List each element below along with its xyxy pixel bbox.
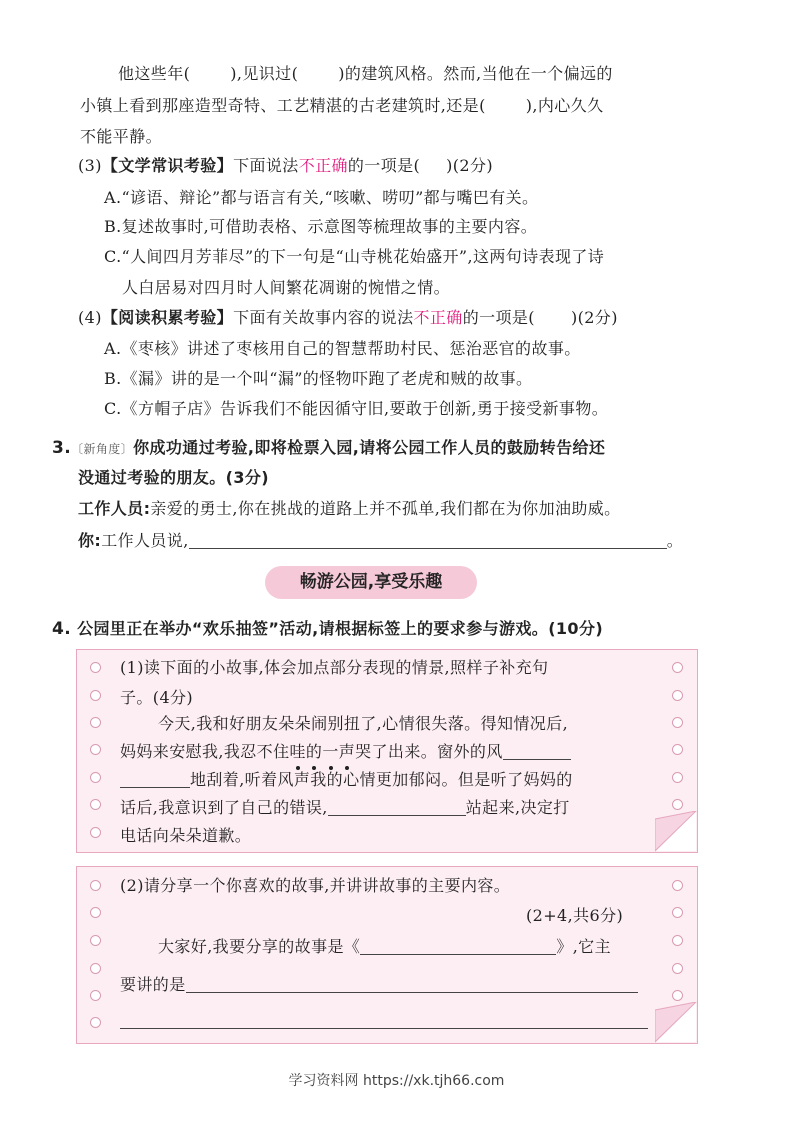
card-1-folded-corner: [655, 811, 697, 852]
new-angle-tag: 〔新角度〕: [71, 442, 134, 456]
emphasis-text: 不正确: [298, 156, 348, 175]
card-1-line-3: 今天,我和好朋友朵朵闹别扭了,心情很失落。得知情况后,: [158, 714, 569, 733]
emphasis-dot-char: 一: [322, 742, 339, 761]
answer-blank[interactable]: [189, 532, 667, 549]
subquestion-3-stem: (3)【文学常识考验】下面说法不正确的一项是( )(2分): [78, 156, 494, 175]
option-a: A.“谚语、辩论”都与语言有关,“咳嗽、唠叨”都与嘴巴有关。: [104, 188, 539, 207]
card-2-line-3: 大家好,我要分享的故事是《 》,它主: [158, 937, 611, 956]
answer-blank[interactable]: [328, 799, 466, 816]
your-answer-line: 你:工作人员说, 。: [78, 531, 684, 550]
card-1-line-4: 妈妈来安慰我,我忍不住哇的一声哭了出来。窗外的风: [120, 741, 571, 763]
card-1-line-6: 话后,我意识到了自己的错误, 站起来,决定打: [120, 798, 570, 817]
staff-quote: 工作人员:亲爱的勇士,你在挑战的道路上并不孤单,我们都在为你加油助威。: [78, 499, 621, 518]
card-2-line-1: (2)请分享一个你喜欢的故事,并讲讲故事的主要内容。: [120, 876, 511, 895]
option-b: B.《漏》讲的是一个叫“漏”的怪物吓跑了老虎和贼的故事。: [104, 369, 533, 388]
emphasis-text: 不正确: [413, 308, 463, 327]
section-banner: 畅游公园,享受乐趣: [265, 566, 477, 599]
passage-line-1: 他这些年( ),见识过( )的建筑风格。然而,当他在一个偏远的: [118, 64, 613, 83]
answer-blank[interactable]: [503, 743, 571, 760]
answer-blank[interactable]: [120, 1012, 648, 1029]
footer-watermark: 学习资料网 https://xk.tjh66.com: [288, 1073, 505, 1089]
emphasis-dot-char: 声: [338, 742, 356, 761]
subquestion-4-stem: (4)【阅读积累考验】下面有关故事内容的说法不正确的一项是( )(2分): [78, 308, 618, 327]
emphasis-dot-char: 哇: [289, 742, 306, 761]
option-c-continued: 人白居易对四月时人间繁花凋谢的惋惜之情。: [122, 278, 451, 297]
answer-blank[interactable]: [186, 976, 638, 993]
card-1-line-1: (1)读下面的小故事,体会加点部分表现的情景,照样子补充句: [120, 658, 549, 677]
option-b: B.复述故事时,可借助表格、示意图等梳理故事的主要内容。: [104, 217, 538, 236]
card-1-line-7: 电话向朵朵道歉。: [120, 826, 252, 845]
card-2-line-4: 要讲的是: [120, 974, 638, 996]
option-c: C.“人间四月芳菲尽”的下一句是“山寺桃花始盛开”,这两句诗表现了诗: [104, 247, 605, 266]
card-1-line-2: 子。(4分): [120, 688, 194, 707]
passage-line-3: 不能平静。: [80, 127, 163, 146]
question-3-line-2: 没通过考验的朋友。(3分): [78, 468, 269, 487]
story-title-blank[interactable]: [360, 938, 556, 955]
question-4-stem: 4. 公园里正在举办“欢乐抽签”活动,请根据标签上的要求参与游戏。(10分): [52, 619, 604, 639]
answer-blank[interactable]: [120, 771, 190, 788]
option-a: A.《枣核》讲述了枣核用自己的智慧帮助村民、惩治恶官的故事。: [104, 339, 581, 358]
card-2-folded-corner: [655, 1002, 697, 1043]
question-3-line-1: 3.〔新角度〕你成功通过考验,即将检票入园,请将公园工作人员的鼓励转告给还: [52, 438, 606, 458]
option-c: C.《方帽子店》告诉我们不能因循守旧,要敢于创新,勇于接受新事物。: [104, 399, 609, 418]
card-2-score: (2+4,共6分): [526, 906, 624, 925]
question-number: 3.: [52, 438, 72, 458]
passage-line-2: 小镇上看到那座造型奇特、工艺精湛的古老建筑时,还是( ),内心久久: [80, 96, 604, 115]
emphasis-dot-char: 的: [305, 742, 323, 761]
question-number: 4.: [52, 619, 72, 639]
card-1-line-5: 地刮着,听着风声我的心情更加郁闷。但是听了妈妈的: [120, 769, 573, 791]
